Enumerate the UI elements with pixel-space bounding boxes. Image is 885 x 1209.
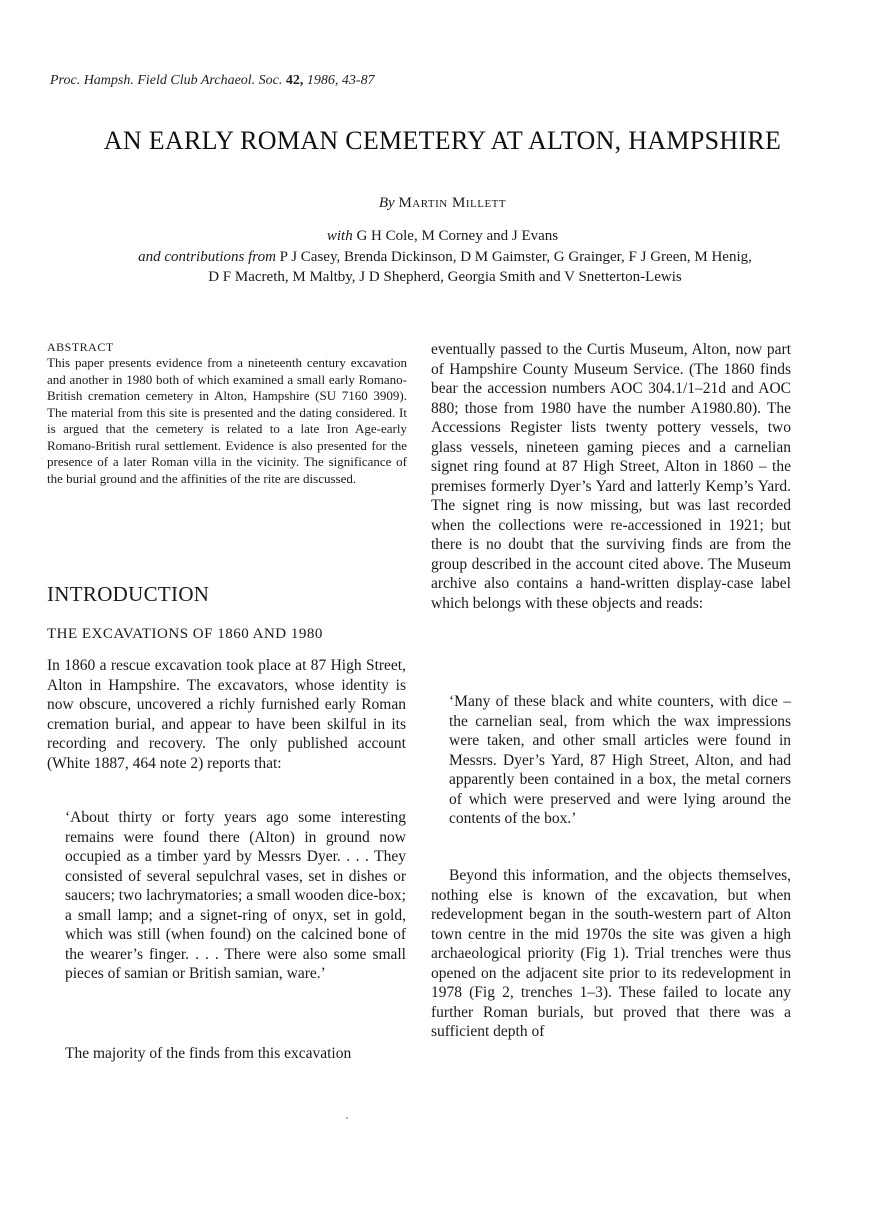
contributors-line-1: P J Casey, Brenda Dickinson, D M Gaimster, G Grainger, F J Green, M Henig,	[279, 249, 752, 265]
abstract-section	[47, 340, 407, 487]
abstract-heading: ABSTRACT	[47, 340, 114, 354]
scan-speck	[346, 1117, 348, 1119]
co-authors	[0, 228, 885, 245]
author-name: Martin Millett	[398, 195, 507, 211]
intro-paragraph-2-start	[47, 1044, 406, 1064]
byline	[0, 195, 885, 212]
white-1887-quote-text: ‘About thirty or forty years ago some interesting remains were found there (Alton) in ground now occupied as a timber yard by Messrs Dyer. . . . They consisted of several sepulchral vases, set in dishes or saucers; two lachrymatories; a small wooden dice-box; a small lamp; and a signet-ring of onyx, set in gold, which was still (when found) on the calcined bone of the wearer’s finger. . . . There were also some small pieces of samian or British samian, ware.’	[65, 809, 406, 982]
byline-by: By	[378, 195, 395, 211]
right-paragraph-1	[431, 340, 791, 613]
contributions-keyword: and contributions from	[138, 249, 276, 265]
journal-name: Proc. Hampsh. Field Club Archaeol. Soc.	[50, 73, 283, 88]
article-title: AN EARLY ROMAN CEMETERY AT ALTON, HAMPSHIRE	[103, 126, 782, 155]
journal-volume: 42,	[285, 73, 304, 88]
with-keyword: with	[326, 228, 353, 244]
intro-paragraph-2-start-text: The majority of the finds from this excavation	[65, 1045, 352, 1062]
introduction-heading: INTRODUCTION	[47, 582, 210, 606]
excavations-subheading: THE EXCAVATIONS OF 1860 AND 1980	[47, 626, 323, 642]
right-paragraph-1-text: eventually passed to the Curtis Museum, Alton, now part of Hampshire County Museum Service. (The 1860 finds bear the accession numbers AOC 304.1/1–21d and AOC 880; those from 1980 have the number A1980.80). The Accessions Register lists twenty pottery vessels, two glass vessels, nineteen gaming pieces and a carnelian signet ring found at 87 High Street, Alton in 1860 – the premises formerly Dyer’s Yard and latterly Kemp’s Yard. The signet ring is now missing, but was last recorded when the collections were re-accessioned in 1921; but there is no doubt that the surviving finds are from the group described in the account cited above. The Museum archive also contains a hand-written display-case label which belongs with these objects and reads:	[431, 341, 791, 612]
contributors	[40, 247, 850, 287]
display-label-quote	[449, 692, 791, 829]
intro-paragraph-1-text: In 1860 a rescue excavation took place at 87 High Street, Alton in Hampshire. The excavators, whose identity is now obscure, uncovered a richly furnished early Roman cremation burial, and appear to have been skilful in its recording and recovery. The only published account (White 1887, 464 note 2) reports that:	[47, 657, 406, 772]
journal-reference	[50, 73, 375, 89]
abstract-text: This paper presents evidence from a nineteenth century excavation and another in 1980 both of which examined a small early Romano-British cremation cemetery in Alton, Hampshire (SU 7160 3909). The material from this site is presented and the dating considered. It is argued that the cemetery is related to a late Iron Age-early Romano-British rural settlement. Evidence is also presented for the presence of a later Roman villa in the vicinity. The significance of the burial ground and the affinities of the rite are discussed.	[47, 355, 407, 486]
contributors-line-2: D F Macreth, M Maltby, J D Shepherd, Georgia Smith and V Snetterton-Lewis	[208, 269, 682, 285]
right-paragraph-2	[431, 866, 791, 1042]
white-1887-quote	[65, 808, 406, 984]
display-label-quote-text: ‘Many of these black and white counters, with dice – the carnelian seal, from which the wax impressions were taken, and other small articles were found in Messrs. Dyer’s Yard, 87 High Street, Alton, and had apparently been contained in a box, the metal corners of which were preserved and were lying around the contents of the box.’	[449, 693, 791, 827]
right-paragraph-2-text: Beyond this information, and the objects themselves, nothing else is known of the excavation, but when redevelopment began in the south-western part of Alton town centre in the mid 1970s the site was given a high archaeological priority (Fig 1). Trial trenches were thus opened on the adjacent site prior to its redevelopment in 1978 (Fig 2, trenches 1–3). These failed to locate any further Roman burials, but proved that there was a sufficient depth of	[431, 867, 791, 1040]
journal-pages: 1986, 43-87	[306, 73, 375, 88]
co-author-names: G H Cole, M Corney and J Evans	[356, 228, 559, 244]
intro-paragraph-1	[47, 656, 406, 773]
